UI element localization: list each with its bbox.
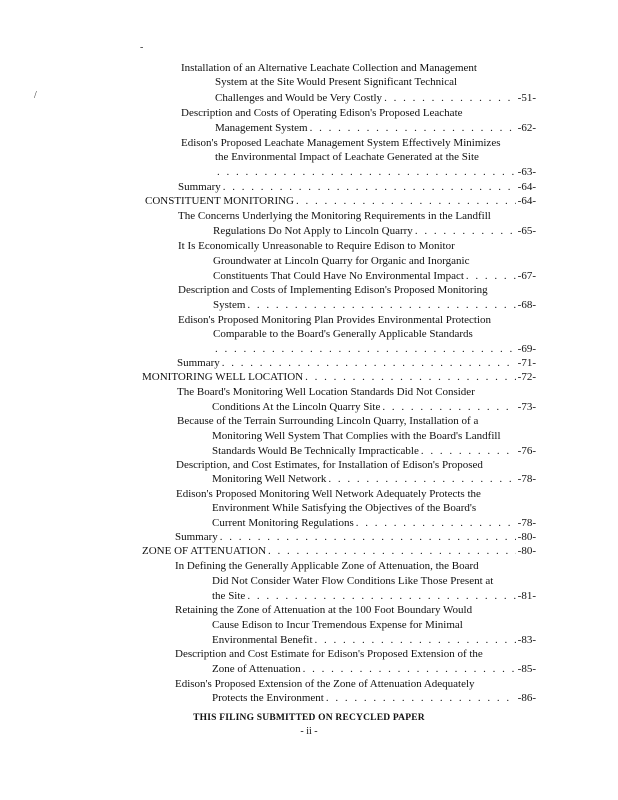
toc-line	[215, 92, 536, 105]
toc-line	[145, 195, 536, 208]
toc-line	[212, 634, 536, 647]
dot-leader	[247, 590, 515, 603]
toc-line	[215, 76, 457, 89]
toc-page-number: -80-	[517, 545, 536, 557]
toc-page-number: -72-	[517, 371, 536, 383]
toc-entry-text: Challenges and Would be Very Costly	[215, 92, 383, 104]
toc-entry-text: Environment While Satisfying the Objectives of the Board's	[212, 502, 477, 514]
toc-line	[176, 488, 481, 501]
toc-entry-text: Edison's Proposed Extension of the Zone of Attenuation Adequately	[175, 678, 475, 690]
dot-leader	[466, 270, 516, 283]
toc-page-number: -81-	[517, 590, 536, 602]
dot-leader	[326, 692, 516, 705]
toc-entry-text: Installation of an Alternative Leachate Collection and Management	[181, 62, 477, 74]
toc-entry-text: Summary	[175, 531, 218, 543]
toc-line	[212, 430, 501, 443]
toc-entry-text: Edison's Proposed Leachate Management System Effectively Minimizes	[181, 137, 501, 149]
toc-line	[181, 62, 477, 75]
dot-leader	[328, 473, 515, 486]
toc-page-number: -78-	[517, 473, 536, 485]
toc-entry-text: CONSTITUENT MONITORING	[145, 195, 295, 207]
toc-entry-text: Description, and Cost Estimates, for Installation of Edison's Proposed	[176, 459, 483, 471]
toc-line	[215, 122, 536, 135]
toc-line	[212, 663, 536, 676]
toc-page-number: -69-	[517, 343, 536, 355]
toc-line	[181, 107, 463, 120]
toc-page-number: -80-	[517, 531, 536, 543]
toc-entry-text: Zone of Attenuation	[212, 663, 301, 675]
toc-entry-text: Comparable to the Board's Generally Applicable Standards	[213, 328, 473, 340]
dot-leader	[415, 225, 516, 238]
toc-entry-text: Monitoring Well Network	[212, 473, 327, 485]
toc-page-number: -51-	[517, 92, 536, 104]
toc-page-number: -68-	[517, 299, 536, 311]
dot-leader	[268, 545, 516, 558]
toc-entry-text: Protects the Environment	[212, 692, 324, 704]
toc-page-number: -64-	[517, 195, 536, 207]
toc-entry-text: In Defining the Generally Applicable Zone of Attenuation, the Board	[175, 560, 479, 572]
dot-leader	[296, 195, 516, 208]
toc-entry-text: Summary	[177, 357, 220, 369]
toc-line	[212, 502, 476, 515]
toc-entry-text: Description and Costs of Operating Edison's Proposed Leachate	[181, 107, 463, 119]
toc-entry-text: Conditions At the Lincoln Quarry Site	[212, 401, 381, 413]
toc-page-number: -73-	[517, 401, 536, 413]
toc-line	[178, 181, 536, 194]
toc-entry-text: The Board's Monitoring Well Location Standards Did Not Consider	[177, 386, 475, 398]
toc-line	[213, 255, 469, 268]
dot-leader	[247, 299, 515, 312]
toc-entry-text: Edison's Proposed Monitoring Well Network Adequately Protects the	[176, 488, 481, 500]
toc-page-number: -85-	[517, 663, 536, 675]
toc-line	[177, 357, 536, 370]
toc-page-number: -63-	[517, 166, 536, 178]
toc-line	[212, 590, 536, 603]
toc-line	[212, 517, 536, 530]
toc-line	[213, 299, 536, 312]
dot-leader	[217, 166, 516, 179]
toc-line	[215, 166, 536, 179]
dot-leader	[220, 531, 516, 544]
toc-entry-text: It Is Economically Unreasonable to Require Edison to Monitor	[178, 240, 455, 252]
dot-leader	[384, 92, 516, 105]
toc-line	[175, 604, 472, 617]
toc-entry-text: The Concerns Underlying the Monitoring Requirements in the Landfill	[178, 210, 491, 222]
toc-page-number: -78-	[517, 517, 536, 529]
toc-entry-text: Management System	[215, 122, 308, 134]
toc-entry-text: Standards Would Be Technically Impracticable	[212, 445, 419, 457]
toc-entry-text: the Site	[212, 590, 246, 602]
toc-line	[213, 225, 536, 238]
dot-leader	[382, 401, 515, 414]
dot-leader	[315, 634, 516, 647]
toc-line	[212, 619, 463, 632]
toc-line	[212, 401, 536, 414]
toc-entry-text: Because of the Terrain Surrounding Lincoln Quarry, Installation of a	[177, 415, 479, 427]
toc-line	[212, 473, 536, 486]
toc-line	[178, 284, 488, 297]
toc-line	[176, 459, 483, 472]
toc-line	[212, 445, 536, 458]
toc-entry-text: Environmental Benefit	[212, 634, 313, 646]
dot-leader	[215, 343, 516, 356]
toc-line	[175, 531, 536, 544]
toc-page-number: -62-	[517, 122, 536, 134]
toc-line	[175, 678, 475, 691]
toc-line	[215, 151, 479, 164]
toc-entry-text: Constituents That Could Have No Environmental Impact	[213, 270, 464, 282]
toc-line	[142, 545, 536, 558]
toc-page-number: -83-	[517, 634, 536, 646]
toc-line	[178, 240, 455, 253]
toc-entry-text: Edison's Proposed Monitoring Plan Provides Environmental Protection	[178, 314, 492, 326]
toc-line	[178, 210, 491, 223]
toc-page-number: -76-	[517, 445, 536, 457]
toc-line	[213, 270, 536, 283]
top-mark: -	[140, 42, 144, 53]
toc-page-number: -65-	[517, 225, 536, 237]
toc-page-number: -71-	[517, 357, 536, 369]
toc-entry-text: System at the Site Would Present Significant Technical	[215, 76, 458, 88]
toc-entry-text: the Environmental Impact of Leachate Generated at the Site	[215, 151, 479, 163]
toc-entry-text: Current Monitoring Regulations	[212, 517, 354, 529]
toc-line	[213, 328, 473, 341]
toc-page-number: -86-	[517, 692, 536, 704]
toc-line	[212, 692, 536, 705]
toc-page-number: -64-	[517, 181, 536, 193]
dot-leader	[310, 122, 516, 135]
toc-line	[212, 575, 493, 588]
page-number: - ii -	[300, 726, 318, 737]
toc-line	[181, 137, 500, 150]
dot-leader	[303, 663, 516, 676]
toc-line	[175, 648, 483, 661]
toc-line	[213, 343, 536, 356]
toc-page-number: -67-	[517, 270, 536, 282]
dot-leader	[356, 517, 516, 530]
toc-entry-text: Regulations Do Not Apply to Lincoln Quarry	[213, 225, 413, 237]
dot-leader	[222, 357, 516, 370]
toc-entry-text: System	[213, 299, 246, 311]
toc-entry-text: MONITORING WELL LOCATION	[142, 371, 304, 383]
toc-entry-text: Summary	[178, 181, 221, 193]
toc-entry-text: Did Not Consider Water Flow Conditions Like Those Present at	[212, 575, 494, 587]
toc-line	[142, 371, 536, 384]
toc-entry-text: Groundwater at Lincoln Quarry for Organic and Inorganic	[213, 255, 470, 267]
recycled-paper-notice: THIS FILING SUBMITTED ON RECYCLED PAPER	[193, 713, 425, 723]
dot-leader	[223, 181, 516, 194]
toc-line	[177, 415, 478, 428]
toc-entry-text: Retaining the Zone of Attenuation at the 100 Foot Boundary Would	[175, 604, 473, 616]
toc-entry-text: Description and Cost Estimate for Edison's Proposed Extension of the	[175, 648, 483, 660]
toc-line	[175, 560, 479, 573]
toc-entry-text: Description and Costs of Implementing Edison's Proposed Monitoring	[178, 284, 488, 296]
toc-line	[178, 314, 491, 327]
dot-leader	[305, 371, 516, 384]
dot-leader	[421, 445, 516, 458]
toc-entry-text: ZONE OF ATTENUATION	[142, 545, 267, 557]
toc-entry-text: Monitoring Well System That Complies with the Board's Landfill	[212, 430, 501, 442]
toc-line	[177, 386, 475, 399]
margin-mark: /	[34, 90, 37, 101]
toc-entry-text: Cause Edison to Incur Tremendous Expense for Minimal	[212, 619, 463, 631]
